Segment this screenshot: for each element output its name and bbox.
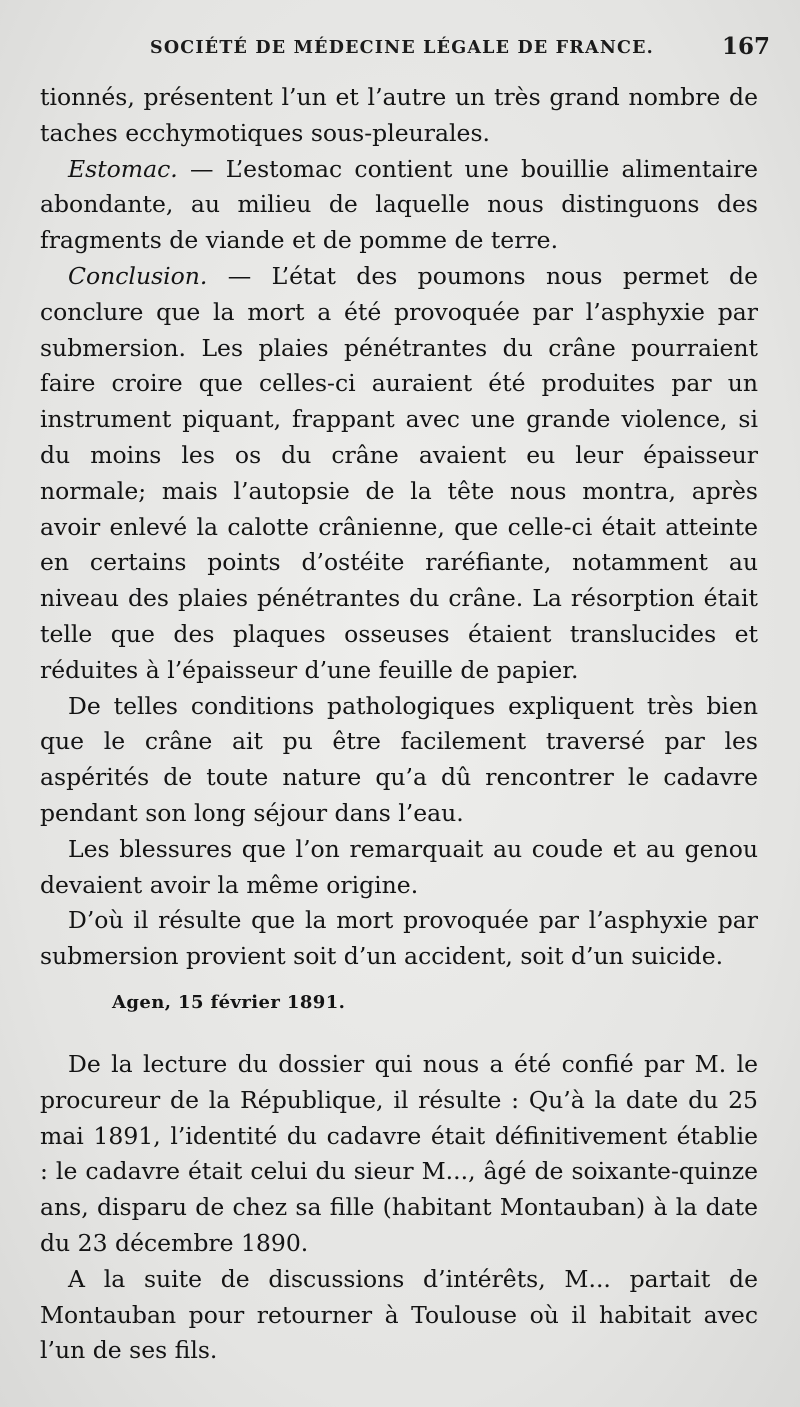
section-label-conclusion: Conclusion.: [68, 261, 208, 290]
paragraph-estomac-text: — L’estomac contient une bouillie alimentaire abondante, au milieu de laquelle nous distinguons des fragments de viande et de pomme de terre.: [40, 154, 758, 255]
paragraph-blessures: Les blessures que l’on remarquait au coude et au genou devaient avoir la même origine.: [40, 834, 758, 899]
signature-date: Agen, 15 février 1891.: [112, 991, 346, 1013]
paragraph-estomac: [40, 152, 758, 259]
page-number: 167: [721, 33, 770, 60]
paragraph-continuation: tionnés, présentent l’un et l’autre un très grand nombre de taches ecchymotiques sous-pleurales.: [40, 83, 758, 147]
running-head: SOCIÉTÉ DE MÉDECINE LÉGALE DE FRANCE.: [150, 38, 654, 58]
paragraph-conditions: De telles conditions pathologiques expliquent très bien que le crâne ait pu être facilement traversé par les aspérités de toute nature qu’a dû rencontrer le cadavre pendant son long séjour dans l’eau.: [40, 691, 758, 827]
section-gap: [40, 1027, 758, 1047]
page-body: [40, 80, 758, 1369]
paragraph-result: D’où il résulte que la mort provoquée par l’asphyxie par submersion provient soit d’un accident, soit d’un suicide.: [40, 906, 758, 971]
paragraph-conclusion: [40, 259, 758, 689]
paragraph-conclusion-text: — L’état des poumons nous permet de conclure que la mort a été provoquée par l’asphyxie par submersion. Les plaies pénétrantes du crâne pourraient faire croire que celles-ci auraient été produites par un instrument piquant, frappant avec une grande violence, si du moins les os du crâne avaient eu leur épaisseur normale; mais l’autopsie de la tête nous montra, après avoir enlevé la calotte crânienne, que celle-ci était atteinte en certains points d’ostéite raréfiante, notamment au niveau des plaies pénétrantes du crâne. La résorption était telle que des plaques osseuses étaient translucides et réduites à l’épaisseur d’une feuille de papier.: [40, 261, 758, 684]
section-label-estomac: Estomac.: [68, 154, 178, 183]
paragraph-discussions: A la suite de discussions d’intérêts, M... partait de Montauban pour retourner à Toulouse où il habitait avec l’un de ses fils.: [40, 1264, 758, 1365]
paragraph-dossier: De la lecture du dossier qui nous a été confié par M. le procureur de la République, il résulte : Qu’à la date du 25 mai 1891, l’identité du cadavre était définitivement établie : le cadavre était celui du sieur M..., âgé de soixante-quinze ans, disparu de chez sa fille (habitant Montauban) à la date du 23 décembre 1890.: [40, 1049, 758, 1257]
